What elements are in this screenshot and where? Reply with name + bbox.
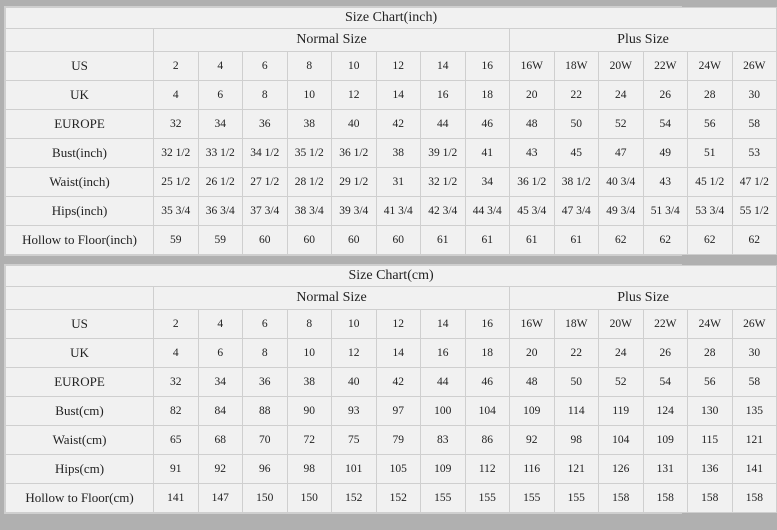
group-header-row bbox=[6, 287, 777, 310]
chart-title-row bbox=[6, 266, 777, 287]
table-cell: 155 bbox=[510, 484, 555, 513]
table-cell: 44 3/4 bbox=[465, 197, 510, 226]
row-label: Hollow to Floor(inch) bbox=[6, 226, 154, 255]
table-row bbox=[6, 426, 777, 455]
table-cell: 84 bbox=[198, 397, 243, 426]
table-cell: 26 bbox=[643, 81, 688, 110]
table-cell: 124 bbox=[643, 397, 688, 426]
table-cell: 158 bbox=[599, 484, 644, 513]
row-label: Hips(inch) bbox=[6, 197, 154, 226]
table-row bbox=[6, 226, 777, 255]
table-cell: 60 bbox=[376, 226, 421, 255]
size-chart-inch bbox=[4, 6, 769, 256]
table-cell: 150 bbox=[287, 484, 332, 513]
row-label: Hips(cm) bbox=[6, 455, 154, 484]
table-cell: 86 bbox=[465, 426, 510, 455]
table-cell: 48 bbox=[510, 110, 555, 139]
table-cell: 51 3/4 bbox=[643, 197, 688, 226]
table-cell: 51 bbox=[688, 139, 733, 168]
table-cell: 38 bbox=[287, 368, 332, 397]
table-cell: 31 bbox=[376, 168, 421, 197]
table-cell: 14 bbox=[421, 310, 466, 339]
table-cell: 61 bbox=[554, 226, 599, 255]
table-cell: 114 bbox=[554, 397, 599, 426]
table-cell: 18 bbox=[465, 339, 510, 368]
table-cell: 40 bbox=[332, 110, 377, 139]
table-cell: 28 bbox=[688, 339, 733, 368]
row-label: UK bbox=[6, 81, 154, 110]
table-cell: 2 bbox=[154, 310, 199, 339]
table-cell: 93 bbox=[332, 397, 377, 426]
table-cell: 62 bbox=[688, 226, 733, 255]
row-label: Waist(cm) bbox=[6, 426, 154, 455]
chart-title: Size Chart(inch) bbox=[6, 8, 777, 29]
table-cell: 136 bbox=[688, 455, 733, 484]
table-cell: 35 3/4 bbox=[154, 197, 199, 226]
table-cell: 152 bbox=[376, 484, 421, 513]
table-cell: 22W bbox=[643, 52, 688, 81]
table-cell: 50 bbox=[554, 110, 599, 139]
table-cell: 121 bbox=[554, 455, 599, 484]
table-cell: 58 bbox=[732, 368, 777, 397]
row-label: EUROPE bbox=[6, 368, 154, 397]
table-cell: 40 3/4 bbox=[599, 168, 644, 197]
size-chart-cm bbox=[4, 264, 766, 514]
table-row bbox=[6, 397, 777, 426]
table-cell: 18 bbox=[465, 81, 510, 110]
table-cell: 75 bbox=[332, 426, 377, 455]
table-cell: 109 bbox=[510, 397, 555, 426]
table-cell: 47 bbox=[599, 139, 644, 168]
table-cell: 62 bbox=[599, 226, 644, 255]
table-cell: 98 bbox=[287, 455, 332, 484]
table-cell: 8 bbox=[287, 310, 332, 339]
table-cell: 24W bbox=[688, 52, 733, 81]
chart-title: Size Chart(cm) bbox=[6, 266, 777, 287]
table-cell: 50 bbox=[554, 368, 599, 397]
group-header: Normal Size bbox=[154, 29, 510, 52]
size-chart-inch-body bbox=[6, 8, 777, 255]
group-header: Normal Size bbox=[154, 287, 510, 310]
table-cell: 32 bbox=[154, 368, 199, 397]
table-cell: 158 bbox=[643, 484, 688, 513]
table-cell: 14 bbox=[421, 52, 466, 81]
table-row bbox=[6, 455, 777, 484]
table-cell: 45 3/4 bbox=[510, 197, 555, 226]
table-cell: 155 bbox=[421, 484, 466, 513]
table-cell: 104 bbox=[465, 397, 510, 426]
row-label: Hollow to Floor(cm) bbox=[6, 484, 154, 513]
table-cell: 24W bbox=[688, 310, 733, 339]
table-cell: 28 bbox=[688, 81, 733, 110]
table-cell: 155 bbox=[554, 484, 599, 513]
table-cell: 36 bbox=[243, 368, 288, 397]
table-cell: 20W bbox=[599, 52, 644, 81]
table-cell: 12 bbox=[376, 310, 421, 339]
table-cell: 72 bbox=[287, 426, 332, 455]
table-cell: 150 bbox=[243, 484, 288, 513]
table-cell: 20W bbox=[599, 310, 644, 339]
table-cell: 46 bbox=[465, 110, 510, 139]
table-cell: 54 bbox=[643, 110, 688, 139]
table-cell: 43 bbox=[510, 139, 555, 168]
table-cell: 6 bbox=[198, 81, 243, 110]
table-cell: 61 bbox=[510, 226, 555, 255]
table-cell: 34 1/2 bbox=[243, 139, 288, 168]
table-cell: 4 bbox=[154, 81, 199, 110]
table-cell: 47 3/4 bbox=[554, 197, 599, 226]
table-cell: 38 bbox=[287, 110, 332, 139]
table-cell: 62 bbox=[643, 226, 688, 255]
table-cell: 32 1/2 bbox=[421, 168, 466, 197]
table-row bbox=[6, 368, 777, 397]
table-cell: 59 bbox=[154, 226, 199, 255]
table-cell: 2 bbox=[154, 52, 199, 81]
table-cell: 90 bbox=[287, 397, 332, 426]
table-cell: 14 bbox=[376, 339, 421, 368]
table-cell: 141 bbox=[732, 455, 777, 484]
table-cell: 34 bbox=[198, 368, 243, 397]
table-cell: 30 bbox=[732, 339, 777, 368]
table-cell: 14 bbox=[376, 81, 421, 110]
table-cell: 44 bbox=[421, 110, 466, 139]
table-cell: 20 bbox=[510, 81, 555, 110]
table-cell: 6 bbox=[198, 339, 243, 368]
table-cell: 83 bbox=[421, 426, 466, 455]
table-cell: 20 bbox=[510, 339, 555, 368]
table-cell: 91 bbox=[154, 455, 199, 484]
size-chart-cm-table bbox=[5, 265, 777, 513]
table-cell: 16 bbox=[465, 310, 510, 339]
table-cell: 42 bbox=[376, 368, 421, 397]
table-cell: 32 1/2 bbox=[154, 139, 199, 168]
table-cell: 8 bbox=[243, 81, 288, 110]
table-cell: 54 bbox=[643, 368, 688, 397]
table-cell: 56 bbox=[688, 368, 733, 397]
table-cell: 52 bbox=[599, 110, 644, 139]
table-cell: 65 bbox=[154, 426, 199, 455]
table-cell: 12 bbox=[332, 339, 377, 368]
table-cell: 18W bbox=[554, 52, 599, 81]
table-cell: 135 bbox=[732, 397, 777, 426]
table-cell: 8 bbox=[243, 339, 288, 368]
table-cell: 109 bbox=[421, 455, 466, 484]
table-cell: 37 3/4 bbox=[243, 197, 288, 226]
table-cell: 41 3/4 bbox=[376, 197, 421, 226]
table-row bbox=[6, 110, 777, 139]
table-cell: 39 1/2 bbox=[421, 139, 466, 168]
table-cell: 61 bbox=[421, 226, 466, 255]
table-cell: 52 bbox=[599, 368, 644, 397]
table-cell: 12 bbox=[376, 52, 421, 81]
table-cell: 45 1/2 bbox=[688, 168, 733, 197]
group-header: Plus Size bbox=[510, 287, 777, 310]
table-cell: 79 bbox=[376, 426, 421, 455]
table-cell: 38 3/4 bbox=[287, 197, 332, 226]
table-cell: 60 bbox=[287, 226, 332, 255]
table-cell: 25 1/2 bbox=[154, 168, 199, 197]
table-cell: 92 bbox=[198, 455, 243, 484]
table-cell: 4 bbox=[198, 52, 243, 81]
table-cell: 121 bbox=[732, 426, 777, 455]
table-cell: 97 bbox=[376, 397, 421, 426]
table-cell: 101 bbox=[332, 455, 377, 484]
row-label: Bust(inch) bbox=[6, 139, 154, 168]
table-cell: 4 bbox=[198, 310, 243, 339]
table-cell: 42 bbox=[376, 110, 421, 139]
table-cell: 24 bbox=[599, 81, 644, 110]
table-cell: 22W bbox=[643, 310, 688, 339]
table-cell: 100 bbox=[421, 397, 466, 426]
row-label: UK bbox=[6, 339, 154, 368]
table-cell: 58 bbox=[732, 110, 777, 139]
group-header-blank bbox=[6, 29, 154, 52]
table-cell: 147 bbox=[198, 484, 243, 513]
row-label: US bbox=[6, 310, 154, 339]
table-cell: 38 1/2 bbox=[554, 168, 599, 197]
size-chart-inch-table bbox=[5, 7, 777, 255]
table-cell: 116 bbox=[510, 455, 555, 484]
table-cell: 34 bbox=[198, 110, 243, 139]
table-cell: 130 bbox=[688, 397, 733, 426]
table-cell: 33 1/2 bbox=[198, 139, 243, 168]
table-cell: 45 bbox=[554, 139, 599, 168]
table-cell: 49 3/4 bbox=[599, 197, 644, 226]
table-row bbox=[6, 484, 777, 513]
table-cell: 26 1/2 bbox=[198, 168, 243, 197]
table-cell: 131 bbox=[643, 455, 688, 484]
table-cell: 27 1/2 bbox=[243, 168, 288, 197]
table-cell: 158 bbox=[688, 484, 733, 513]
table-cell: 12 bbox=[332, 81, 377, 110]
table-cell: 115 bbox=[688, 426, 733, 455]
table-cell: 126 bbox=[599, 455, 644, 484]
table-cell: 55 1/2 bbox=[732, 197, 777, 226]
table-cell: 53 3/4 bbox=[688, 197, 733, 226]
table-cell: 18W bbox=[554, 310, 599, 339]
group-header-blank bbox=[6, 287, 154, 310]
table-cell: 104 bbox=[599, 426, 644, 455]
table-cell: 10 bbox=[287, 339, 332, 368]
table-cell: 49 bbox=[643, 139, 688, 168]
table-cell: 16W bbox=[510, 310, 555, 339]
table-cell: 47 1/2 bbox=[732, 168, 777, 197]
table-cell: 10 bbox=[332, 52, 377, 81]
table-cell: 42 3/4 bbox=[421, 197, 466, 226]
table-cell: 53 bbox=[732, 139, 777, 168]
table-cell: 36 3/4 bbox=[198, 197, 243, 226]
table-cell: 32 bbox=[154, 110, 199, 139]
table-cell: 60 bbox=[332, 226, 377, 255]
table-cell: 158 bbox=[732, 484, 777, 513]
table-cell: 10 bbox=[287, 81, 332, 110]
table-cell: 38 bbox=[376, 139, 421, 168]
row-label: EUROPE bbox=[6, 110, 154, 139]
table-cell: 41 bbox=[465, 139, 510, 168]
row-label: Bust(cm) bbox=[6, 397, 154, 426]
table-row bbox=[6, 81, 777, 110]
table-cell: 26W bbox=[732, 52, 777, 81]
table-cell: 8 bbox=[287, 52, 332, 81]
table-cell: 152 bbox=[332, 484, 377, 513]
table-row bbox=[6, 139, 777, 168]
table-cell: 16W bbox=[510, 52, 555, 81]
group-header: Plus Size bbox=[510, 29, 777, 52]
table-cell: 24 bbox=[599, 339, 644, 368]
table-row bbox=[6, 168, 777, 197]
table-cell: 60 bbox=[243, 226, 288, 255]
table-cell: 61 bbox=[465, 226, 510, 255]
table-cell: 35 1/2 bbox=[287, 139, 332, 168]
table-cell: 112 bbox=[465, 455, 510, 484]
table-cell: 105 bbox=[376, 455, 421, 484]
table-cell: 22 bbox=[554, 339, 599, 368]
table-cell: 4 bbox=[154, 339, 199, 368]
table-cell: 29 1/2 bbox=[332, 168, 377, 197]
table-cell: 70 bbox=[243, 426, 288, 455]
table-row bbox=[6, 197, 777, 226]
table-row bbox=[6, 310, 777, 339]
table-cell: 44 bbox=[421, 368, 466, 397]
row-label: Waist(inch) bbox=[6, 168, 154, 197]
table-cell: 141 bbox=[154, 484, 199, 513]
table-cell: 39 3/4 bbox=[332, 197, 377, 226]
table-cell: 43 bbox=[643, 168, 688, 197]
table-cell: 46 bbox=[465, 368, 510, 397]
table-cell: 82 bbox=[154, 397, 199, 426]
table-cell: 16 bbox=[421, 81, 466, 110]
table-cell: 26 bbox=[643, 339, 688, 368]
table-cell: 56 bbox=[688, 110, 733, 139]
table-cell: 109 bbox=[643, 426, 688, 455]
table-cell: 16 bbox=[421, 339, 466, 368]
size-chart-cm-body bbox=[6, 266, 777, 513]
table-cell: 34 bbox=[465, 168, 510, 197]
table-cell: 59 bbox=[198, 226, 243, 255]
table-cell: 62 bbox=[732, 226, 777, 255]
table-cell: 68 bbox=[198, 426, 243, 455]
table-row bbox=[6, 52, 777, 81]
table-cell: 36 1/2 bbox=[332, 139, 377, 168]
table-cell: 6 bbox=[243, 52, 288, 81]
table-cell: 10 bbox=[332, 310, 377, 339]
table-cell: 26W bbox=[732, 310, 777, 339]
table-cell: 96 bbox=[243, 455, 288, 484]
table-cell: 6 bbox=[243, 310, 288, 339]
table-cell: 22 bbox=[554, 81, 599, 110]
chart-title-row bbox=[6, 8, 777, 29]
row-label: US bbox=[6, 52, 154, 81]
table-cell: 98 bbox=[554, 426, 599, 455]
table-cell: 30 bbox=[732, 81, 777, 110]
table-cell: 88 bbox=[243, 397, 288, 426]
table-cell: 36 1/2 bbox=[510, 168, 555, 197]
table-row bbox=[6, 339, 777, 368]
table-cell: 92 bbox=[510, 426, 555, 455]
table-cell: 48 bbox=[510, 368, 555, 397]
group-header-row bbox=[6, 29, 777, 52]
table-cell: 16 bbox=[465, 52, 510, 81]
table-cell: 155 bbox=[465, 484, 510, 513]
table-cell: 28 1/2 bbox=[287, 168, 332, 197]
table-cell: 40 bbox=[332, 368, 377, 397]
table-cell: 119 bbox=[599, 397, 644, 426]
table-cell: 36 bbox=[243, 110, 288, 139]
